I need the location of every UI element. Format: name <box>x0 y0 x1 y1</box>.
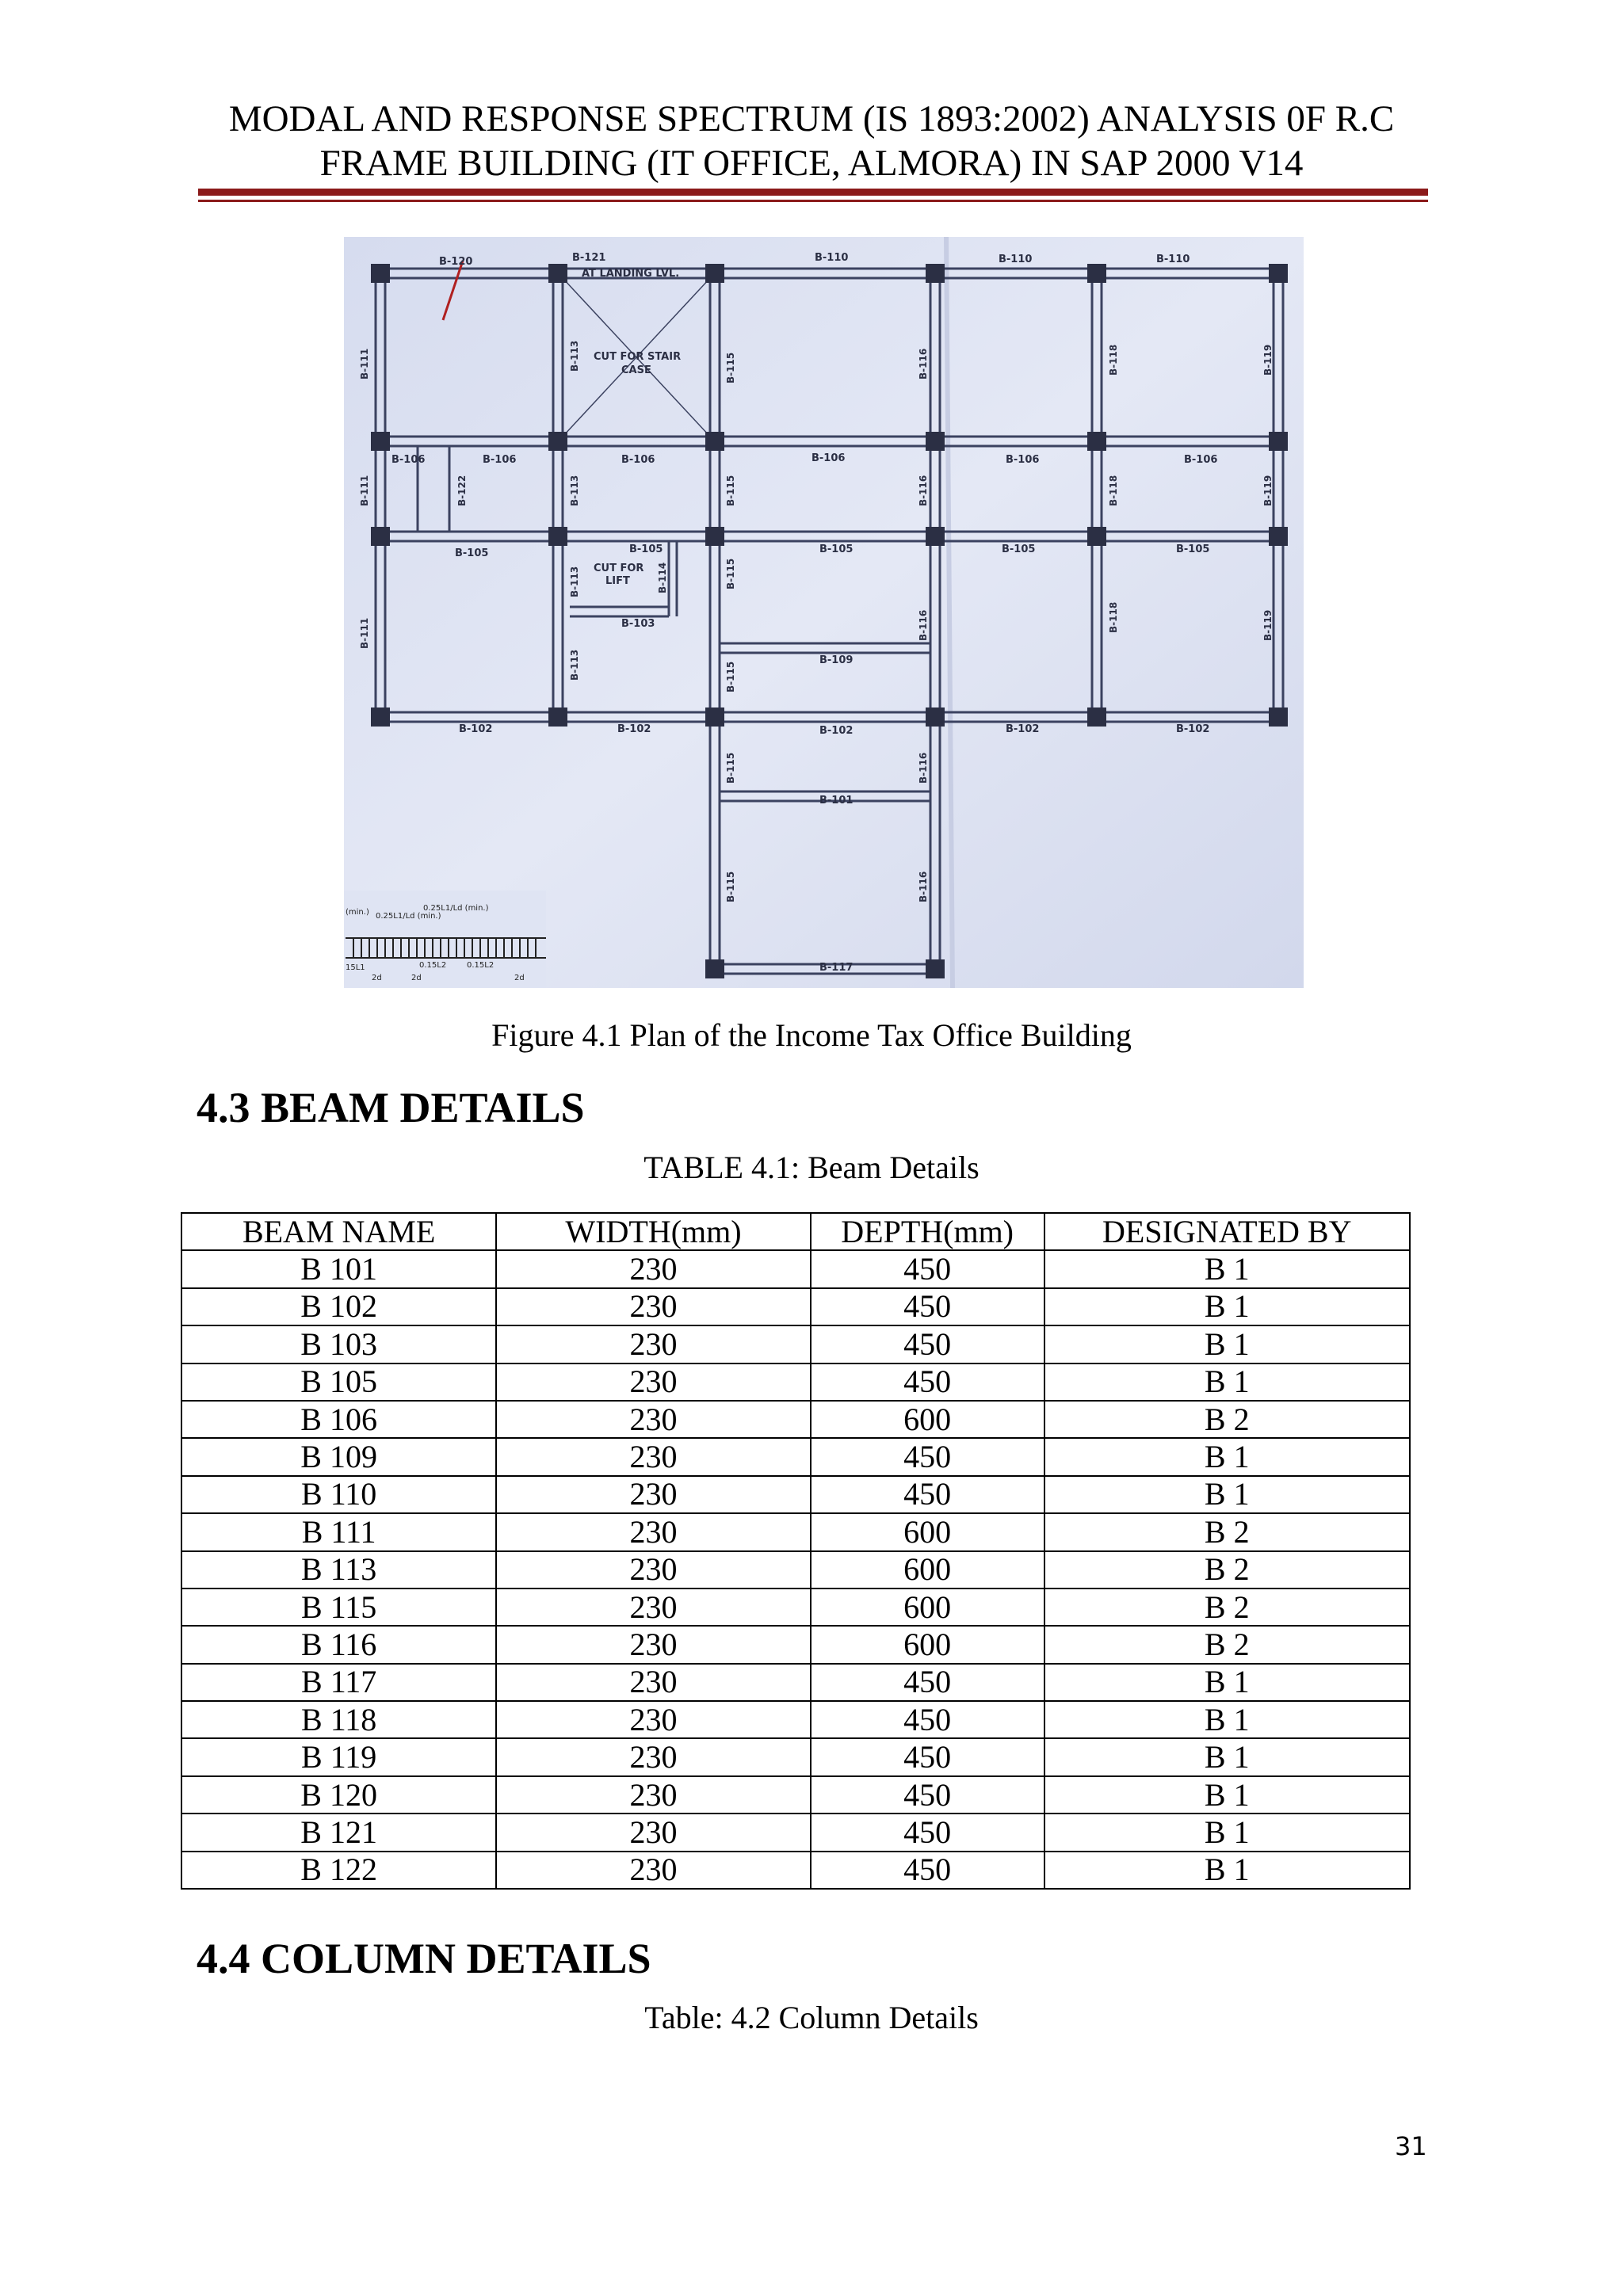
plan-label: CASE <box>621 364 651 376</box>
table-cell: B 1 <box>1044 1438 1410 1475</box>
running-header <box>0 97 1623 185</box>
plan-label: B-119 <box>1262 609 1274 641</box>
table-cell: B 110 <box>181 1476 496 1513</box>
table-cell: 230 <box>496 1589 811 1626</box>
plan-label: B-111 <box>359 475 370 506</box>
table-cell: 230 <box>496 1738 811 1775</box>
plan-label: B-113 <box>569 475 580 506</box>
plan-label: B-102 <box>819 725 854 737</box>
plan-label: B-113 <box>569 566 580 597</box>
plan-label: B-115 <box>725 352 736 383</box>
page-number: 31 <box>1395 2131 1427 2161</box>
table-row <box>181 1551 1410 1589</box>
plan-label: B-102 <box>617 723 651 735</box>
table-row <box>181 1852 1410 1889</box>
plan-label: B-116 <box>918 609 929 641</box>
plan-label: 0.15L2 <box>467 961 495 970</box>
table-cell: B 1 <box>1044 1776 1410 1814</box>
table-row <box>181 1513 1410 1550</box>
table-cell: B 113 <box>181 1551 496 1589</box>
table-cell: B 119 <box>181 1738 496 1775</box>
plan-label: B-106 <box>483 454 517 466</box>
table-row <box>181 1476 1410 1513</box>
table-cell: 450 <box>811 1664 1044 1701</box>
plan-label: B-105 <box>1002 543 1036 555</box>
table-cell: B 102 <box>181 1288 496 1325</box>
table-cell: 230 <box>496 1363 811 1401</box>
table-cell: B 121 <box>181 1814 496 1851</box>
header-line-2: FRAME BUILDING (IT OFFICE, ALMORA) IN SAP 2000 V14 <box>319 143 1304 184</box>
table-cell: 450 <box>811 1288 1044 1325</box>
table-cell: 230 <box>496 1476 811 1513</box>
plan-label: B-119 <box>1262 344 1274 376</box>
plan-label: B-106 <box>391 454 426 466</box>
plan-label: B-115 <box>725 558 736 589</box>
table-row <box>181 1325 1410 1363</box>
table-cell: B 1 <box>1044 1701 1410 1738</box>
table-cell: B 1 <box>1044 1363 1410 1401</box>
table-cell: B 120 <box>181 1776 496 1814</box>
plan-label: B-111 <box>359 348 370 379</box>
plan-label: 2d <box>372 974 382 982</box>
table-cell: 450 <box>811 1814 1044 1851</box>
plan-label: B-110 <box>1156 254 1190 265</box>
table-cell: B 2 <box>1044 1626 1410 1663</box>
table-cell: B 122 <box>181 1852 496 1889</box>
table-cell: B 1 <box>1044 1288 1410 1325</box>
plan-label: B-103 <box>621 618 655 630</box>
table-cell: B 1 <box>1044 1738 1410 1775</box>
section-heading-column-details: 4.4 COLUMN DETAILS <box>197 1935 651 1982</box>
plan-label: 0.15L2 <box>419 961 447 970</box>
table-cell: 600 <box>811 1551 1044 1589</box>
plan-label: B-115 <box>725 475 736 506</box>
plan-paper <box>344 237 1304 988</box>
table-cell: B 103 <box>181 1325 496 1363</box>
plan-label: 0.25L1/Ld (min.) <box>376 912 441 921</box>
plan-label: B-116 <box>918 871 929 902</box>
plan-label: B-117 <box>819 962 854 974</box>
plan-label: 2d <box>411 974 422 982</box>
table-cell: B 116 <box>181 1626 496 1663</box>
table-cell: B 2 <box>1044 1401 1410 1438</box>
plan-label: B-118 <box>1108 475 1119 506</box>
table-cell: 230 <box>496 1288 811 1325</box>
table-cell: 450 <box>811 1776 1044 1814</box>
table-cell: 230 <box>496 1513 811 1550</box>
plan-label: B-110 <box>815 252 849 264</box>
plan-label: CUT FOR STAIR <box>594 351 682 363</box>
plan-label: B-111 <box>359 617 370 649</box>
table-row <box>181 1664 1410 1701</box>
table-row <box>181 1626 1410 1663</box>
section-heading-beam-details: 4.3 BEAM DETAILS <box>197 1084 585 1131</box>
table-cell: B 1 <box>1044 1476 1410 1513</box>
table-caption: TABLE 4.1: Beam Details <box>643 1150 980 1185</box>
table-row <box>181 1589 1410 1626</box>
table-cell: 230 <box>496 1852 811 1889</box>
table-cell: 230 <box>496 1776 811 1814</box>
plan-label: AT LANDING LVL. <box>582 268 680 280</box>
plan-label: B-115 <box>725 661 736 692</box>
table-cell: B 106 <box>181 1401 496 1438</box>
table-cell: 230 <box>496 1551 811 1589</box>
table-cell: 230 <box>496 1701 811 1738</box>
table-row <box>181 1814 1410 1851</box>
table-cell: B 2 <box>1044 1513 1410 1550</box>
column-header: BEAM NAME <box>181 1213 496 1250</box>
table-cell: 230 <box>496 1626 811 1663</box>
table-row <box>181 1288 1410 1325</box>
plan-label: CUT FOR <box>594 563 644 574</box>
column-header: DESIGNATED BY <box>1044 1213 1410 1250</box>
plan-label: B-105 <box>819 543 854 555</box>
table-cell: 230 <box>496 1814 811 1851</box>
beam-details-table <box>181 1212 1411 1890</box>
plan-label: B-116 <box>918 475 929 506</box>
plan-label: B-114 <box>657 562 668 593</box>
plan-label: B-109 <box>819 654 854 666</box>
plan-label: B-105 <box>455 547 489 559</box>
table-cell: B 105 <box>181 1363 496 1401</box>
table-cell: B 1 <box>1044 1852 1410 1889</box>
plan-label: B-105 <box>629 543 663 555</box>
plan-label: B-102 <box>1176 723 1210 735</box>
plan-label: B-120 <box>439 256 473 268</box>
floor-plan-photo <box>344 237 1304 988</box>
plan-label: B-106 <box>1006 454 1040 466</box>
table-cell: 450 <box>811 1852 1044 1889</box>
table-cell: 600 <box>811 1589 1044 1626</box>
table-cell: 450 <box>811 1476 1044 1513</box>
table-cell: B 117 <box>181 1664 496 1701</box>
table-row <box>181 1701 1410 1738</box>
table-cell: B 118 <box>181 1701 496 1738</box>
plan-label: B-122 <box>456 475 468 506</box>
rebar-detail-inset <box>344 891 546 988</box>
table-row <box>181 1776 1410 1814</box>
table-cell: 450 <box>811 1325 1044 1363</box>
table-cell: 450 <box>811 1738 1044 1775</box>
plan-label: B-106 <box>812 452 846 464</box>
plan-label: LIFT <box>605 575 630 587</box>
table-cell: 230 <box>496 1250 811 1287</box>
header-rule-thick <box>198 189 1428 196</box>
figure-caption: Figure 4.1 Plan of the Income Tax Office Building <box>491 1017 1132 1053</box>
table-cell: B 111 <box>181 1513 496 1550</box>
table-cell: 450 <box>811 1250 1044 1287</box>
plan-label: B-116 <box>918 348 929 379</box>
table-row <box>181 1250 1410 1287</box>
plan-label: B-118 <box>1108 344 1119 376</box>
plan-label: 15L1 <box>346 963 365 972</box>
table-cell: 600 <box>811 1513 1044 1550</box>
plan-label: B-121 <box>572 252 606 264</box>
plan-label: B-102 <box>1006 723 1040 735</box>
plan-label: (min.) <box>346 908 369 917</box>
table-row <box>181 1738 1410 1775</box>
plan-label: B-115 <box>725 752 736 784</box>
table-cell: B 1 <box>1044 1250 1410 1287</box>
table-cell: 450 <box>811 1701 1044 1738</box>
table-cell: B 115 <box>181 1589 496 1626</box>
plan-label: B-113 <box>569 649 580 681</box>
column-header: DEPTH(mm) <box>811 1213 1044 1250</box>
header-rule-thin <box>198 200 1428 202</box>
table-row <box>181 1438 1410 1475</box>
plan-label: B-105 <box>1176 543 1210 555</box>
table-cell: 600 <box>811 1626 1044 1663</box>
table-cell: B 2 <box>1044 1551 1410 1589</box>
plan-label: B-102 <box>459 723 493 735</box>
table-cell: 230 <box>496 1664 811 1701</box>
plan-label: 2d <box>514 974 525 982</box>
header-line-1: MODAL AND RESPONSE SPECTRUM (IS 1893:2002) ANALYSIS 0F R.C <box>228 98 1395 139</box>
column-header: WIDTH(mm) <box>496 1213 811 1250</box>
table-cell: B 101 <box>181 1250 496 1287</box>
table-cell: B 1 <box>1044 1325 1410 1363</box>
plan-label: B-106 <box>621 454 655 466</box>
plan-label: B-106 <box>1184 454 1218 466</box>
plan-label: B-113 <box>569 340 580 372</box>
table-cell: B 1 <box>1044 1814 1410 1851</box>
plan-label: B-119 <box>1262 475 1274 506</box>
table-header-row <box>181 1213 1410 1250</box>
plan-label: B-116 <box>918 752 929 784</box>
table-cell: B 1 <box>1044 1664 1410 1701</box>
plan-label: 0.25L1/Ld (min.) <box>423 904 489 913</box>
table-row <box>181 1401 1410 1438</box>
table-cell: 230 <box>496 1438 811 1475</box>
plan-label: B-118 <box>1108 601 1119 633</box>
table-cell: B 109 <box>181 1438 496 1475</box>
table-cell: 230 <box>496 1401 811 1438</box>
table-cell: 450 <box>811 1438 1044 1475</box>
plan-label: B-110 <box>999 254 1033 265</box>
table-cell: B 2 <box>1044 1589 1410 1626</box>
table-row <box>181 1363 1410 1401</box>
table-cell: 230 <box>496 1325 811 1363</box>
plan-label: B-115 <box>725 871 736 902</box>
table-cell: 600 <box>811 1401 1044 1438</box>
column-table-caption: Table: 4.2 Column Details <box>644 2000 979 2035</box>
table-cell: 450 <box>811 1363 1044 1401</box>
plan-label: B-101 <box>819 795 854 807</box>
